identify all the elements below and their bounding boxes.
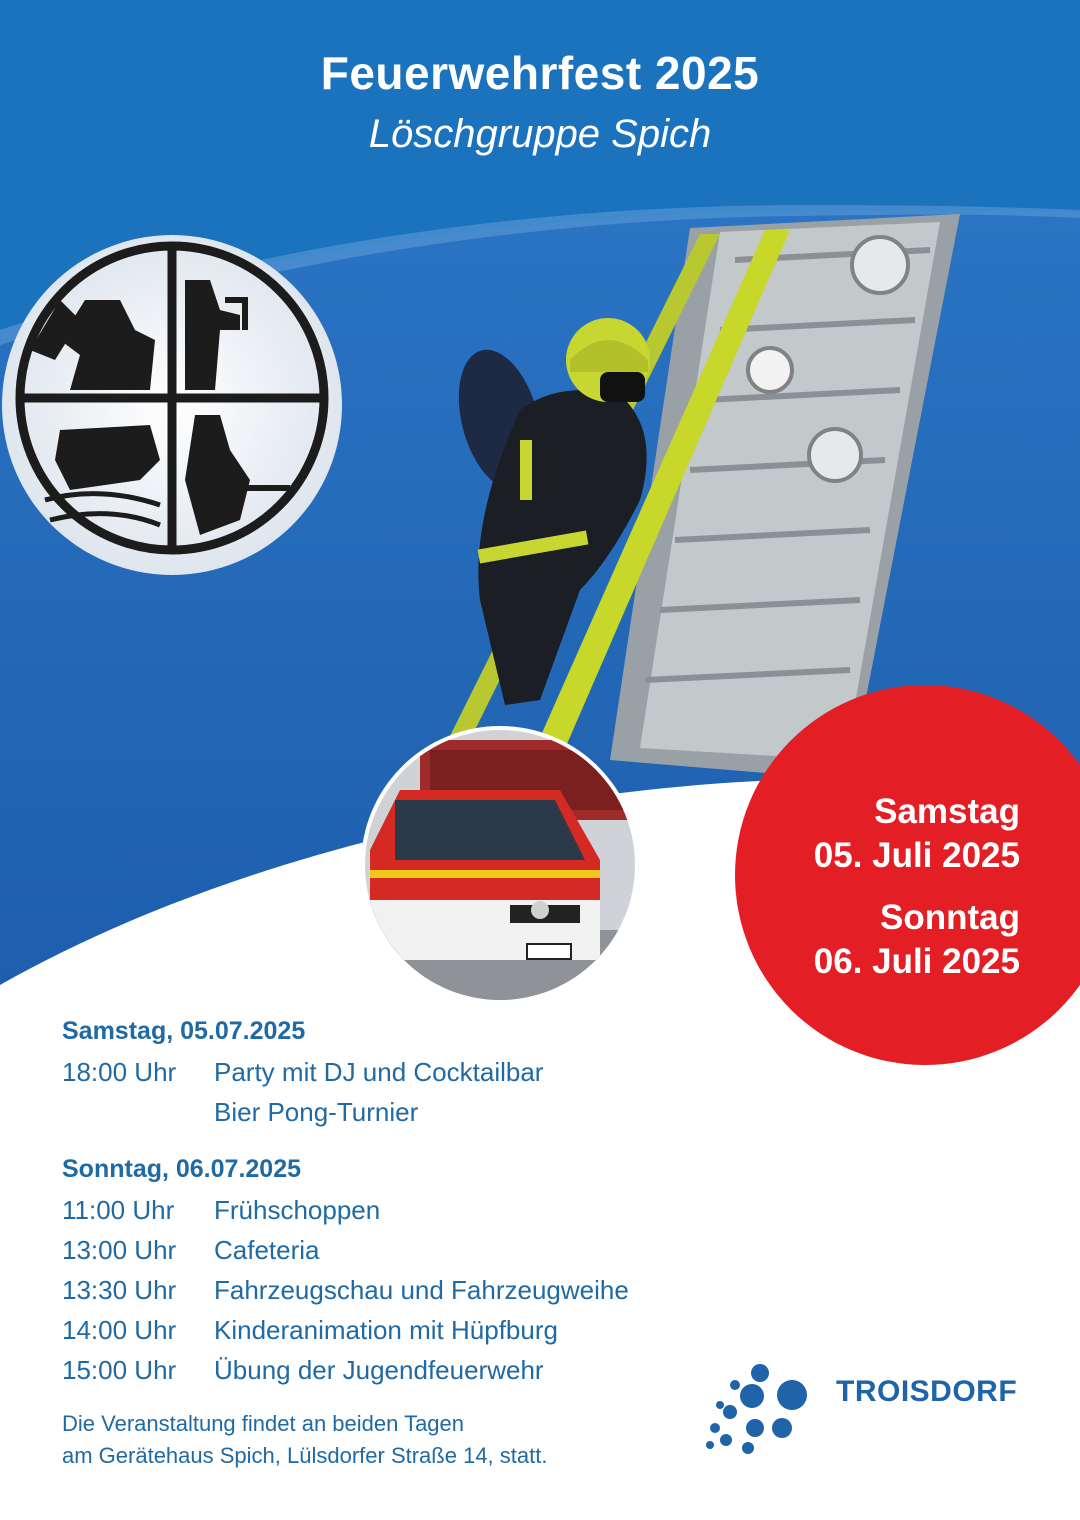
schedule [62,1012,762,1390]
schedule-row [62,1092,762,1132]
schedule-event: Bier Pong-Turnier [214,1097,419,1127]
schedule-time: 11:00 Uhr [62,1195,175,1225]
venue-note-line2: am Gerätehaus Spich, Lülsdorfer Straße 14, statt. [62,1443,548,1468]
saturday-heading: Samstag, 05.07.2025 [62,1017,306,1045]
schedule-event: Fahrzeugschau und Fahrzeugweihe [214,1275,629,1305]
schedule-event: Kinderanimation mit Hüpfburg [214,1315,558,1345]
day2-date: 06. Juli 2025 [813,942,1020,981]
day1-date: 05. Juli 2025 [813,836,1020,875]
schedule-row [62,1230,762,1270]
schedule-event: Frühschoppen [214,1195,381,1225]
day2-label: Sonntag [880,898,1020,937]
schedule-event: Party mit DJ und Cocktailbar [214,1057,544,1087]
sponsor-name: TROISDORF [836,1375,1018,1408]
day1-label: Samstag [874,792,1020,831]
schedule-event: Übung der Jugendfeuerwehr [214,1355,544,1385]
schedule-time: 15:00 Uhr [62,1355,177,1385]
page-subtitle: Löschgruppe Spich [368,112,712,156]
schedule-time: 13:30 Uhr [62,1275,177,1305]
sunday-heading: Sonntag, 06.07.2025 [62,1155,302,1183]
schedule-row [62,1190,762,1230]
schedule-time: 14:00 Uhr [62,1315,177,1345]
schedule-time: 18:00 Uhr [62,1057,177,1087]
fire-brigade-emblem-icon [2,235,342,575]
schedule-row [62,1052,762,1092]
page-title: Feuerwehrfest 2025 [320,47,760,99]
schedule-time: 13:00 Uhr [62,1235,177,1265]
schedule-row [62,1350,762,1390]
schedule-row [62,1270,762,1310]
schedule-time [62,1092,214,1132]
date-badge-day1 [814,790,1020,878]
date-badge-day2 [814,896,1020,984]
schedule-row [62,1310,762,1350]
venue-note [62,1408,547,1472]
venue-note-line1: Die Veranstaltung findet an beiden Tagen [62,1411,465,1436]
schedule-event: Cafeteria [214,1235,320,1265]
